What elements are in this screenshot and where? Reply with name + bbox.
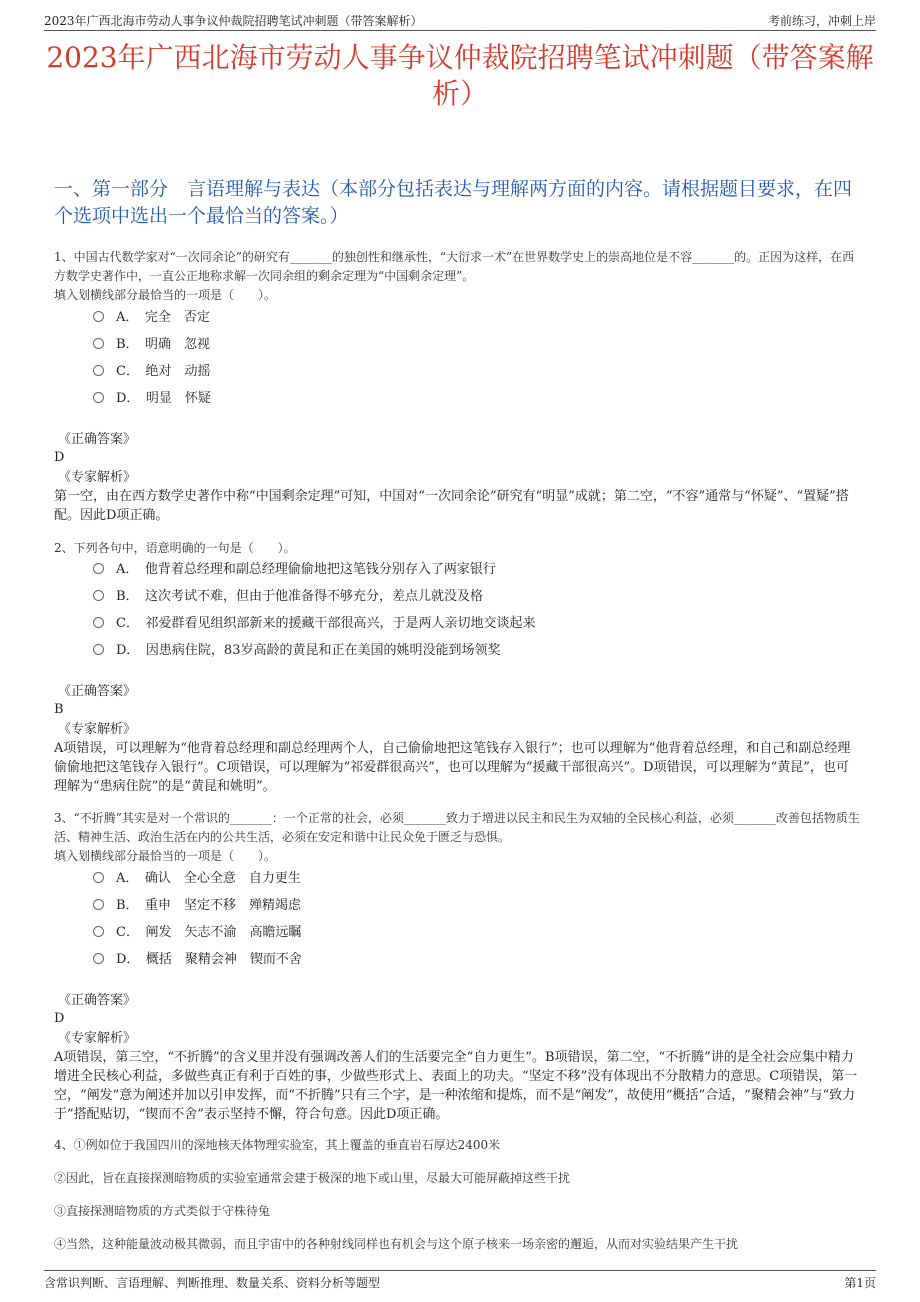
question-1-prompt: 填入划横线部分最恰当的一项是（ ）。 bbox=[54, 288, 277, 302]
question-3-option-c[interactable]: C． 阐发 矢志不渝 高瞻远瞩 bbox=[93, 923, 301, 943]
page-number: 第1页 bbox=[844, 1276, 876, 1290]
question-2-analysis: A项错误，可以理解为“他背着总经理和副总经理两个人，自己偷偷地把这笔钱存入银行”；也可以理解为“他背着总经理，和自己和副总经理偷偷地把这笔钱存入银行”。C项错误，可以理解为“祁爱群很高兴”，也可以理解为“援藏干部很高兴”。D项错误，可以理解为“黄昆”，也可理解为“患病住院”的是“黄昆和姚明”。 bbox=[54, 741, 851, 794]
question-2-answer-label: 《正确答案》 bbox=[58, 684, 137, 699]
radio-icon[interactable] bbox=[93, 392, 104, 403]
question-1-option-c[interactable]: C． 绝对 动摇 bbox=[93, 362, 210, 382]
question-1-answer-label: 《正确答案》 bbox=[58, 432, 137, 447]
question-2-option-a[interactable]: A． 他背着总经理和副总经理偷偷地把这笔钱分别存入了两家银行 bbox=[93, 560, 496, 580]
question-3-analysis: A项错误，第三空，“不折腾”的含义里并没有强调改善人们的生活要完全“自力更生”。B项错误，第二空，“不折腾”讲的是全社会应集中精力增进全民核心利益，多做些真正有利于百姓的事，少做些形式上、表面上的功夫。“坚定不移”没有体现出不分散精力的意思。C项错误，第一空，“阐发”意为阐述并加以引申发挥，而“不折腾”只有三个字，是一种浓缩和提炼，而不是“阐发”，故使用“概括”合适，“聚精会神”与“致力于”搭配贴切，“锲而不舍”表示坚持不懈，符合句意。因此D项正确。 bbox=[54, 1050, 858, 1122]
header-slogan: 考前练习，冲刺上岸 bbox=[767, 14, 876, 28]
question-1-option-d[interactable]: D． 明显 怀疑 bbox=[93, 389, 211, 409]
question-2-option-c[interactable]: C． 祁爱群看见组织部新来的援藏干部很高兴，于是两人亲切地交谈起来 bbox=[93, 614, 535, 634]
radio-icon[interactable] bbox=[93, 590, 104, 601]
question-2-stem: 2、下列各句中，语意明确的一句是（ ）。 bbox=[54, 541, 296, 555]
question-3-stem: 3、“不折腾”其实是对一个常识的_______：一个正常的社会，必须_______致力于增进以民主和民生为双轴的全民核心利益，必须_______改善包括物质生活、精神生活、政治生活在内的公共生活，必须在安定和谐中让民众免于匮乏与恐惧。 bbox=[54, 811, 860, 844]
radio-icon[interactable] bbox=[93, 872, 104, 883]
question-3-analysis-label: 《专家解析》 bbox=[58, 1031, 137, 1046]
question-4-sentence-3: ③直接探测暗物质的方式类似于守株待兔 bbox=[54, 1204, 271, 1218]
question-1-option-a[interactable]: A． 完全 否定 bbox=[93, 308, 210, 328]
question-2-answer: B bbox=[54, 702, 64, 717]
radio-icon[interactable] bbox=[93, 617, 104, 628]
question-3-prompt: 填入划横线部分最恰当的一项是（ ）。 bbox=[54, 849, 277, 863]
radio-icon[interactable] bbox=[93, 563, 104, 574]
question-1-stem: 1、中国古代数学家对“一次同余论”的研究有_______的独创性和继承性，“大衍求一术”在世界数学史上的崇高地位是不容_______的。正因为这样，在西方数学史著作中，一直公正地称求解一次同余组的剩余定理为“中国剩余定理”。 bbox=[54, 250, 855, 283]
question-3-answer-label: 《正确答案》 bbox=[58, 993, 137, 1008]
question-2-option-d[interactable]: D． 因患病住院，83岁高龄的黄昆和正在美国的姚明没能到场领奖 bbox=[93, 641, 500, 661]
radio-icon[interactable] bbox=[93, 926, 104, 937]
question-4-sentence-2: ②因此，旨在直接探测暗物质的实验室通常会建于极深的地下或山里，尽最大可能屏蔽掉这些干扰 bbox=[54, 1171, 571, 1185]
section-heading: 一、第一部分 言语理解与表达（本部分包括表达与理解两方面的内容。请根据题目要求，在四个选项中选出一个最恰当的答案。） bbox=[54, 178, 853, 227]
question-2-analysis-label: 《专家解析》 bbox=[58, 722, 137, 737]
question-1-option-b[interactable]: B． 明确 忽视 bbox=[93, 335, 210, 355]
radio-icon[interactable] bbox=[93, 311, 104, 322]
question-4-sentence-4: ④当然，这种能量波动极其微弱，而且宇宙中的各种射线同样也有机会与这个原子核来一场亲密的邂逅，从而对实验结果产生干扰 bbox=[54, 1237, 739, 1251]
question-1-analysis-label: 《专家解析》 bbox=[58, 470, 137, 485]
question-1-answer: D bbox=[54, 450, 65, 465]
document-title: 2023年广西北海市劳动人事争议仲裁院招聘笔试冲刺题（带答案解析） bbox=[46, 41, 874, 110]
header-doc-title: 2023年广西北海市劳动人事争议仲裁院招聘笔试冲刺题（带答案解析） bbox=[44, 14, 423, 28]
page-header bbox=[44, 10, 876, 31]
radio-icon[interactable] bbox=[93, 899, 104, 910]
question-3-answer: D bbox=[54, 1011, 65, 1026]
footer-topics: 含常识判断、言语理解、判断推理、数量关系、资料分析等题型 bbox=[44, 1276, 381, 1290]
question-3-option-b[interactable]: B． 重申 坚定不移 殚精竭虑 bbox=[93, 896, 301, 916]
radio-icon[interactable] bbox=[93, 338, 104, 349]
question-3-option-a[interactable]: A． 确认 全心全意 自力更生 bbox=[93, 869, 301, 889]
page-footer bbox=[44, 1270, 876, 1290]
question-4-sentence-1: 4、①例如位于我国四川的深地核天体物理实验室，其上覆盖的垂直岩石厚达2400米 bbox=[54, 1138, 501, 1152]
question-2-option-b[interactable]: B． 这次考试不难，但由于他准备得不够充分，差点儿就没及格 bbox=[93, 587, 483, 607]
radio-icon[interactable] bbox=[93, 644, 104, 655]
question-1-analysis: 第一空，由在西方数学史著作中称“中国剩余定理”可知，中国对“一次同余论”研究有“明显”成就；第二空，“不容”通常与“怀疑”、“置疑”搭配。因此D项正确。 bbox=[54, 489, 849, 523]
question-3-option-d[interactable]: D． 概括 聚精会神 锲而不舍 bbox=[93, 950, 302, 970]
radio-icon[interactable] bbox=[93, 953, 104, 964]
radio-icon[interactable] bbox=[93, 365, 104, 376]
